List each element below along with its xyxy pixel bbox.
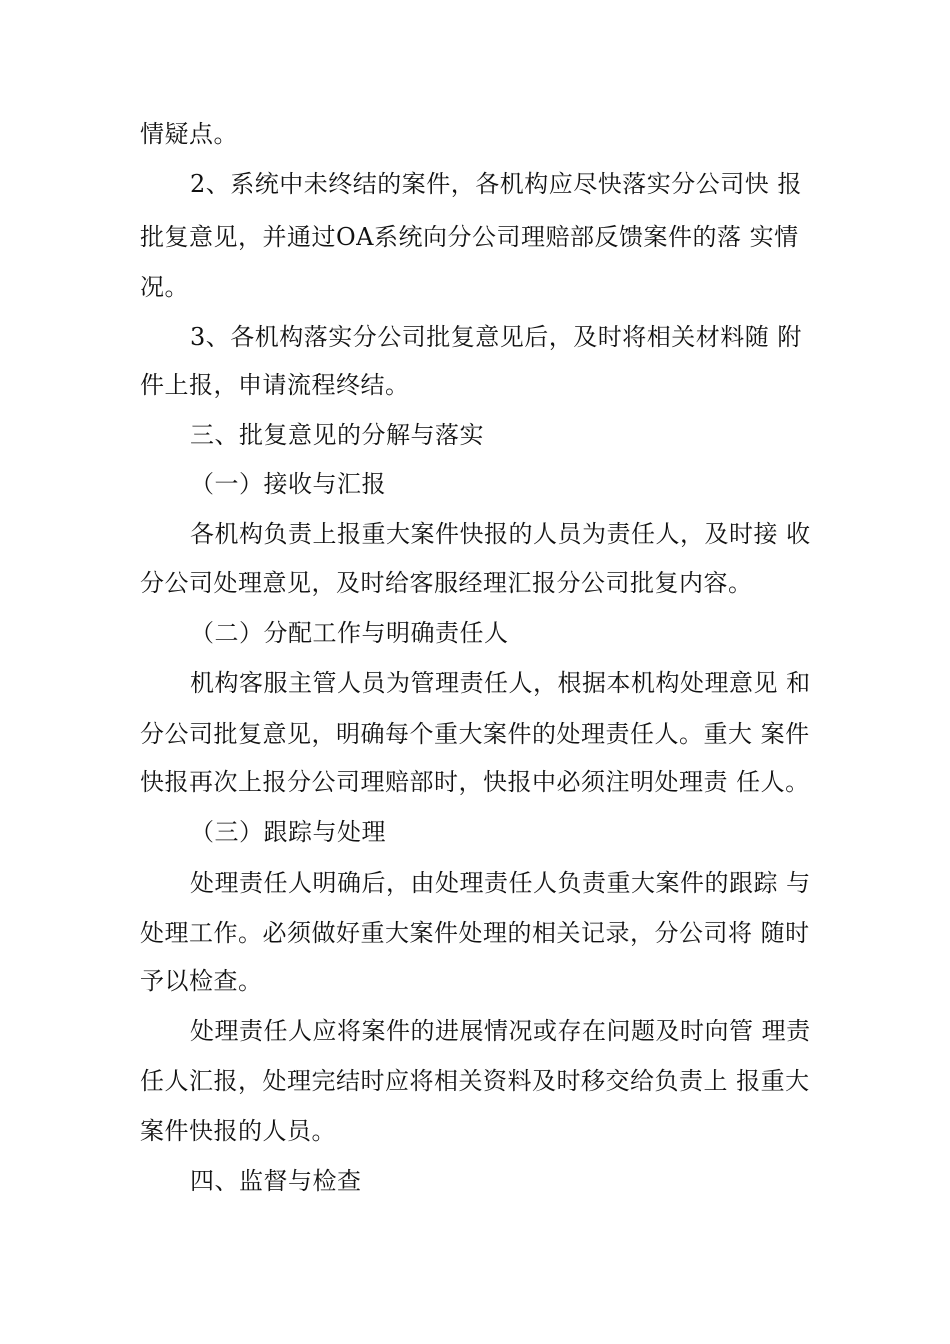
paragraph-line: 各机构负责上报重大案件快报的人员为责任人，及时接 收	[190, 520, 811, 548]
paragraph-line: 件上报，申请流程终结。	[140, 371, 410, 399]
paragraph-line: 分公司批复意见，明确每个重大案件的处理责任人。重大 案件	[140, 720, 810, 748]
paragraph-line: 处理工作。必须做好重大案件处理的相关记录，分公司将 随时	[140, 919, 810, 947]
paragraph-line: 机构客服主管人员为管理责任人，根据本机构处理意见 和	[190, 669, 811, 697]
paragraph-line: 快报再次上报分公司理赔部时，快报中必须注明处理责 任人。	[140, 768, 810, 796]
paragraph-line: 2、系统中未终结的案件，各机构应尽快落实分公司快 报	[190, 170, 802, 198]
paragraph-line: 案件快报的人员。	[140, 1117, 336, 1145]
paragraph-line: 任人汇报，处理完结时应将相关资料及时移交给负责上 报重大	[140, 1067, 810, 1095]
subsection-heading: （一）接收与汇报	[190, 470, 386, 498]
subsection-heading: （三）跟踪与处理	[190, 818, 386, 846]
paragraph-line: 批复意见，并通过OA系统向分公司理赔部反馈案件的落 实情	[140, 223, 799, 251]
paragraph-line: 处理责任人应将案件的进展情况或存在问题及时向管 理责	[190, 1017, 811, 1045]
section-heading: 四、监督与检查	[190, 1167, 362, 1195]
paragraph-line: 3、各机构落实分公司批复意见后，及时将相关材料随 附	[190, 323, 802, 351]
paragraph-line: 予以检查。	[140, 967, 263, 995]
subsection-heading: （二）分配工作与明确责任人	[190, 619, 509, 647]
paragraph-line: 况。	[140, 273, 189, 301]
section-heading: 三、批复意见的分解与落实	[190, 421, 484, 449]
paragraph-line: 分公司处理意见，及时给客服经理汇报分公司批复内容。	[140, 569, 753, 597]
paragraph-line: 情疑点。	[140, 120, 238, 148]
paragraph-line: 处理责任人明确后，由处理责任人负责重大案件的跟踪 与	[190, 869, 811, 897]
